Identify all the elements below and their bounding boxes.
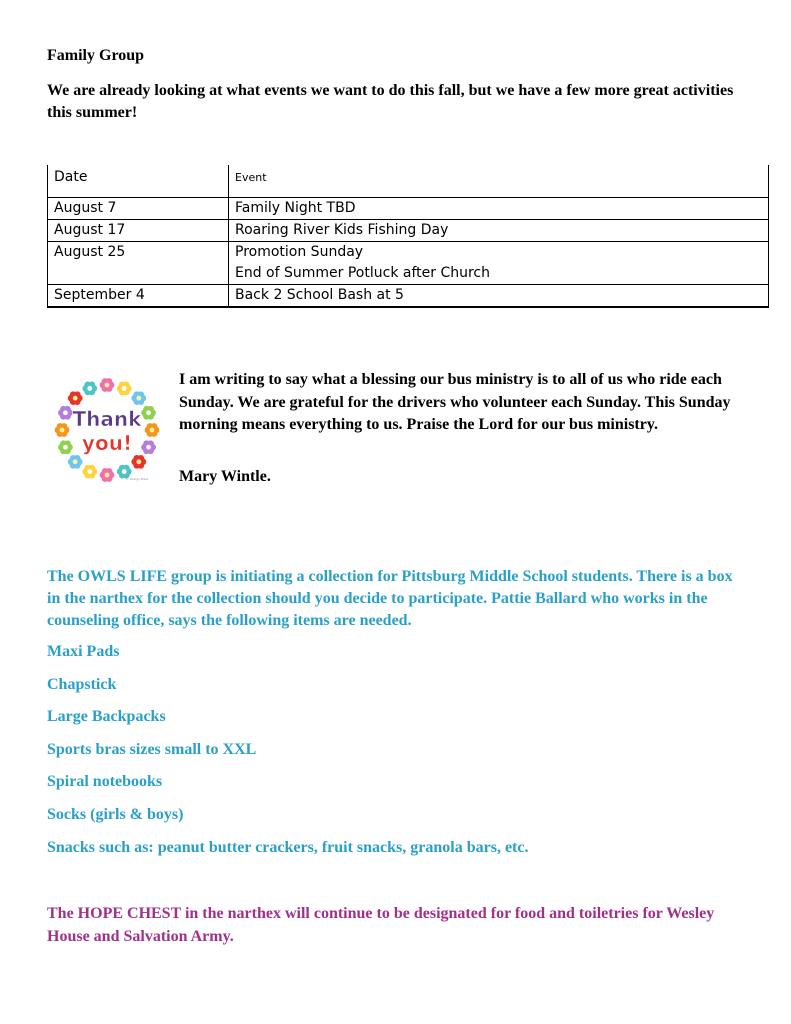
image-watermark: © Design Bible (125, 477, 149, 481)
event-date: August 25 (48, 242, 229, 285)
owls-life-intro: The OWLS LIFE group is initiating a collection for Pittsburg Middle School students. There is a box in the narthex for the collection should you decide to participate. Pattie Ballard who works in the counseling office, says the following items are needed. (47, 568, 733, 629)
event-line: End of Summer Potluck after Church (235, 265, 490, 281)
flower-icon (82, 465, 97, 479)
flower-icon (131, 455, 146, 469)
flower-icon (145, 423, 160, 437)
event-name (229, 198, 769, 220)
flower-icon (82, 382, 97, 396)
table-header-row (48, 165, 769, 198)
bus-ministry-letter: I am writing to say what a blessing our bus ministry is to all of us who ride each Sunday. We are grateful for the drivers who volunteer each Sunday. This Sunday morning means everything to us. Praise the Lord for our bus ministry. (179, 371, 731, 433)
needed-item: Sports bras sizes small to XXL (47, 741, 257, 758)
event-date: September 4 (48, 285, 229, 308)
family-group-title: Family Group (47, 47, 145, 64)
table-row (48, 242, 769, 285)
event-name (229, 285, 769, 308)
events-table (47, 165, 769, 308)
flower-icon (141, 440, 156, 454)
event-name (229, 242, 769, 285)
thank-you-text-line1: Thank (72, 407, 142, 431)
thank-you-flower-wreath-image (47, 368, 167, 488)
event-name (229, 220, 769, 242)
flower-icon (100, 378, 115, 392)
event-date: August 17 (48, 220, 229, 242)
needed-item: Socks (girls & boys) (47, 806, 184, 823)
flower-icon (100, 468, 115, 482)
event-line: Family Night TBD (235, 200, 356, 216)
bus-ministry-signature: Mary Wintle. (179, 468, 271, 485)
event-date: August 7 (48, 198, 229, 220)
flower-icon (141, 406, 156, 420)
thank-you-text-line2: you! (81, 431, 133, 455)
flower-icon (117, 382, 132, 396)
event-column-header: Event (229, 165, 769, 198)
family-group-intro: We are already looking at what events we want to do this fall, but we have a few more great activities this summer! (47, 82, 734, 121)
hope-chest-note: The HOPE CHEST in the narthex will continue to be designated for food and toiletries for Wesley House and Salvation Army. (47, 905, 715, 945)
flower-icon (68, 391, 83, 405)
date-column-header: Date (48, 165, 229, 198)
flower-icon (58, 406, 73, 420)
needed-item: Chapstick (47, 676, 117, 693)
flower-icon (58, 440, 73, 454)
event-line: Back 2 School Bash at 5 (235, 287, 404, 303)
needed-item: Snacks such as: peanut butter crackers, fruit snacks, granola bars, etc. (47, 839, 529, 856)
flower-icon (55, 423, 70, 437)
event-line: Promotion Sunday (235, 244, 364, 260)
table-row (48, 220, 769, 242)
table-row (48, 285, 769, 308)
needed-item: Maxi Pads (47, 643, 120, 660)
flower-icon (131, 391, 146, 405)
table-row (48, 198, 769, 220)
flower-icon (68, 455, 83, 469)
needed-item: Large Backpacks (47, 708, 166, 725)
event-line: Roaring River Kids Fishing Day (235, 222, 449, 238)
needed-item: Spiral notebooks (47, 773, 163, 790)
